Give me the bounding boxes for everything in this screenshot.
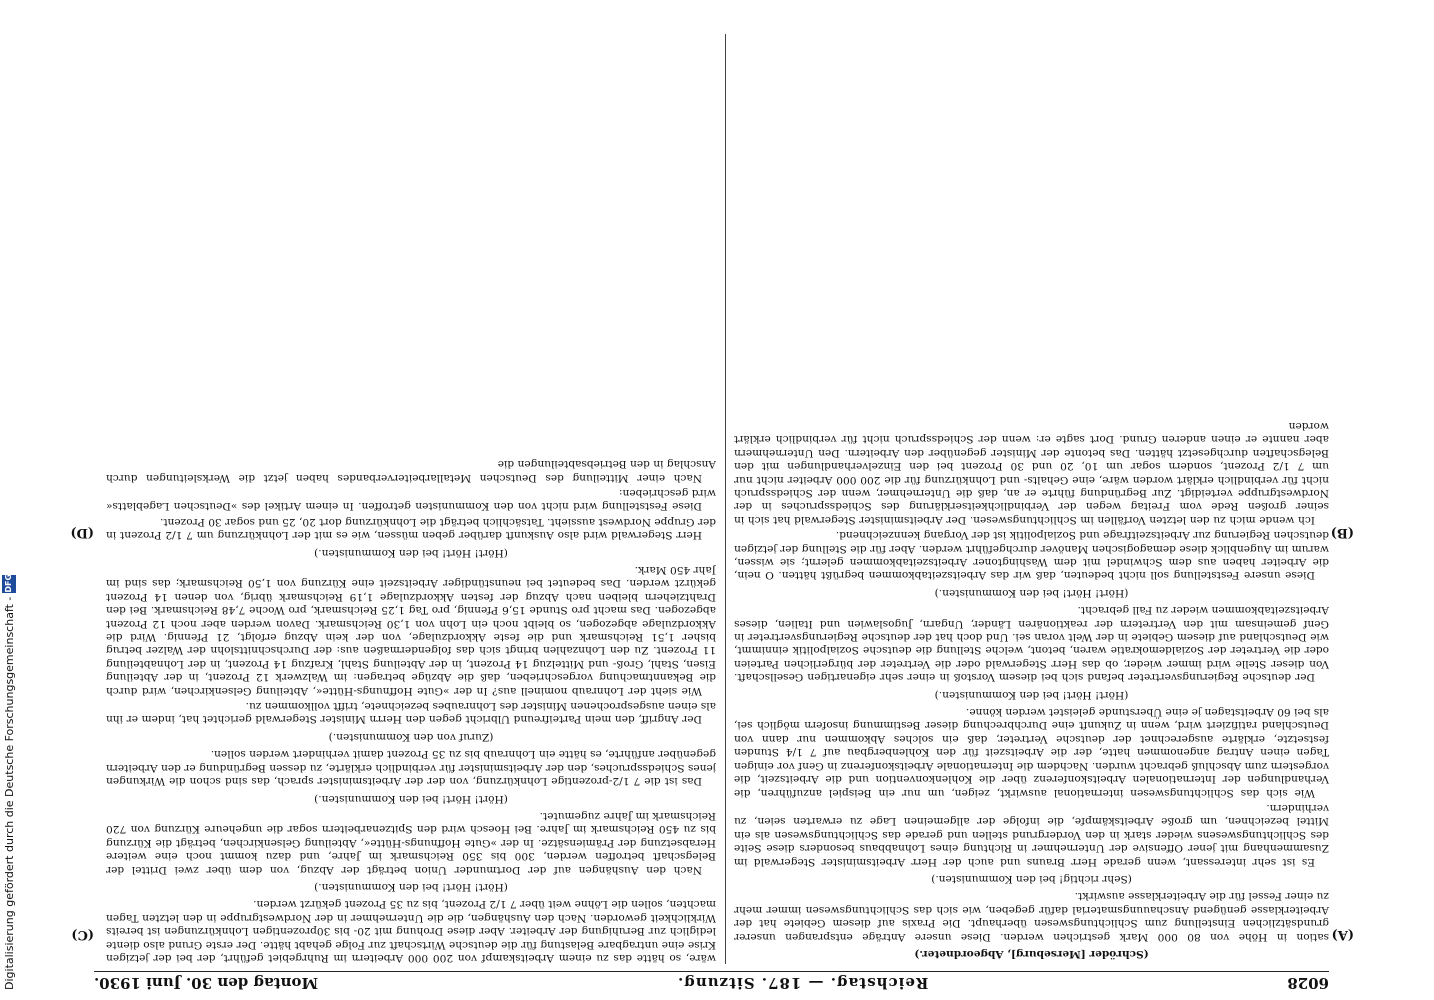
dfg-logo-icon: DFG (2, 575, 16, 593)
margin-marker-b: (B) (1330, 525, 1354, 540)
paragraph: Nach einer Mitteilung des Deutschen Metallarbeiterverbandes haben jetzt die Werksleitungen durch Anschlag in den Betriebsabteilungen die (106, 458, 716, 484)
paragraph: Das ist die 7 1/2-prozentige Lohnkürzung, von der der Arbeitsminister sprach, das sind schon die Wirkungen jenes Schiedsspruches, den der Arbeitsminister für verbindlich erklärte, zu dessen Begründung er den Arbeitern gegenüber anführte, es hätte ein Lohnraub bis zu 35 Prozent damit verhindert werden sollen. (106, 748, 716, 788)
paragraph: Es ist sehr interessant, wenn gerade Herr Brauns und auch der Herr Arbeitsminister Stegerwald im Zusammenhang mit jener Offensive der Unternehmer in Richtung eines Lohnabbaus besonders diese Seite des Schlichtungswesens wieder stark in den Vordergrund stellen und gerade das Schlichtungswesen als ein Mittel bezeichnen, um große Arbeitskämpfe, die infolge der allgemeinen Lage zu erwarten seien, zu verhindern. (734, 801, 1329, 868)
paragraph: Diese Feststellung wird nicht von den Kommunisten getroffen. In einem Artikel des »Deutschen Lageblatts« wird geschrieben: (106, 487, 716, 513)
paragraph: wäre, so hätte das zu einem Arbeitskampf von 200 000 Arbeitern im Ruhrgebiet geführt, der bei der jetzigen Krise eine untragbare Belastung für die deutsche Wirtschaft zur Folge gehabt hätte. Der erste Grund also diente lediglich zur Beruhigung der Arbeiter. Aber diese Drohung mit 20- bis 30prozentigen Lohnkürzungen ist bereits Wirklichkeit geworden. Nach den Aushängen, die die Unternehmer in der Nordwestgruppe in den letzten Tagen machten, sollen die Löhne weit über 7 1/2 Prozent, bis zu 35 Prozent gekürzt werden. (106, 898, 716, 964)
left-text-column (734, 34, 1329, 964)
session-date: Montag den 30. Juni 1930. (94, 974, 319, 992)
column-divider (725, 34, 726, 964)
paragraph: sation in Höhe von 80 000 Mark gestrichen werden. Diese unsere Anträge entsprangen unserer grundsätzlichen Einstellung zum Schlichtungswesen überhaupt. Die Praxis auf diesem Gebiete hat der Arbeiterklasse genügend Anschauungsmaterial dafür gegeben, wie sich das Schlichtungswesen immer mehr zu einer Fessel für die Arbeiterklasse auswirkt. (734, 890, 1329, 943)
interjection: (Hört! Hört! bei den Kommunisten.) (314, 880, 508, 893)
funding-caption-text: Digitalisierung gefördert durch die Deutsche Forschungsgemeinschaft - (2, 596, 16, 990)
paragraph: Diese unsere Feststellung soll nicht bedeuten, daß wir das Arbeitszeitabkommen begrüßt hätten. O nein, die Arbeiter haben aus dem Schwindel mit dem Washingtoner Arbeitszeitabkommen gelernt; sie wissen, warum im Augenblick diese demagogischen Manöver durchgeführt werden. Aber für die Stellung der jetzigen deutschen Regierung zur Arbeitszeitfrage und Sozialpolitik ist der Vorgang kennzeichnend. (734, 529, 1329, 582)
paragraph: Der Angriff, den mein Parteifreund Ulbricht gegen den Herrn Minister Stegerwald gerichtet hat, indem er ihn als einen ausgesprochenen Minister des Lohnraubes bezeichnete, trifft vollkommen zu. (106, 700, 716, 726)
paragraph: Herr Stegerwald wird also Auskunft darüber geben müssen, wie es mit der Lohnkürzung um 7 1/2 Prozent in der Gruppe Nordwest aussieht. Tatsächlich beträgt die Lohnkürzung dort 20, 25 und sogar 30 Prozent. (106, 515, 716, 542)
interjection: (Sehr richtig! bei den Kommunisten.) (931, 872, 1132, 885)
funding-caption (2, 575, 16, 990)
paragraph: Wie sieht der Lohnraub nominell aus? In der »Gute Hoffnungs-Hütte«, Abteilung Gelsenkirchen, wird durch die Bekanntmachung vorgeschrieben, daß die Abzüge betragen: im Walzwerk 12 Prozent, in der Abteilung Eisen, Stahl, Groß- und Mittelzug 14 Prozent, in der Abteilung Stahl, Krafzug 14 Prozent, in der Lohnabteilung 11 Prozent. Zu den Lohnzahlen bringt sich das folgendermaßen aus: der Durchschnittslohn der Walzer betrug bisher 1,51 Reichsmark und die feste Akkordzulage, von der kein Abzug erfolgt, 21 Pfennig. Wird die Akkordzulage abgezogen, so bleibt noch ein Lohn von 1,30 Reichsmark. Davon werden aber noch 12 Prozent abgezogen. Das macht pro Stunde 15,6 Pfennig, pro Tag 1,25 Reichsmark, pro Woche 7,48 Reichsmark. Bei den Drahtziehern bleiben nach Abzug der festen Akkordzulage 1,19 Reichsmark übrig, von denen 14 Prozent gekürzt werden. Das bedeutet bei neunstündiger Arbeitszeit eine Kürzung von 1,50 Reichsmark; das sind im Jahr 450 Mark. (106, 564, 716, 697)
interjection: (Hört! Hört! bei den Kommunisten.) (934, 586, 1129, 599)
paragraph: Nach den Aushängen auf der Dortmunder Union beträgt der Abzug, von dem über zwei Drittel der Belegschaft betroffen werden, 300 bis 350 Reichsmark im Jahre, und dazu kommt noch eine weitere Herabsetzung der Prämiensätze. In der »Gute Hoffnungs-Hütte«, Abteilung Gelsenkirchen, beträgt die Kürzung bis zu 450 Reichsmark im Jahre. Bei Hoesch wird den Spitzenarbeitern sogar die ungeheure Kürzung von 720 Reichsmark im Jahre zugemutet. (106, 809, 716, 876)
page-header (94, 971, 1329, 994)
paragraph: Der deutsche Regierungsvertreter befand sich bei diesem Vorstoß in einer sehr eigenartigen Gesellschaft. Von dieser Stelle wird immer wieder, ob das Herr Stegerwald oder die Vertreter der bürgerlichen Parteien oder die Vertreter der Sozialdemokratie waren, betont, welche Stellung die deutsche Sozialpolitik einnimmt, wie Deutschland auf diesem Gebiete in der Welt voran sei. Und doch hat der deutsche Regierungsvertreter in Genf gemeinsam mit den Vertretern der reaktionären Länder, Ungarn, Jugoslawien und Italien, dieses Arbeitszeitabkommen wieder zu Fall gebracht. (734, 604, 1329, 684)
margin-marker-a: (A) (1331, 927, 1354, 942)
margin-marker-d: (D) (70, 525, 94, 540)
right-text-column (106, 34, 716, 964)
paragraph: Ich wende mich zu den letzten Vorfällen im Schlichtungswesen. Der Arbeitsminister Stegerwald hat sich in seiner großen Rede vom Freitag wegen der Verbindlichkeitserklärung des Schiedsspruches in der Nordwestgruppe verteidigt. Zur Begründung führte er an, daß die Unternehmer, wenn der Schiedsspruch nicht für verbindlich erklärt worden wäre, eine Gehalts- und Lohnkürzung für die 200 000 Arbeiter nicht nur um 7 1/2 Prozent, sondern sogar um 10, 20 und 30 Prozent bei den Einzelverhandlungen mit den Belegschaften durchgesetzt hätten. Das betonte der Minister gegenüber den Arbeitern. Den Unternehmern aber nannte er einen anderen Grund. Dort sagte er: wenn der Schiedsspruch nicht für verbindlich erklärt worden (734, 419, 1329, 526)
interjection: (Hört! Hört! bei den Kommunisten.) (314, 792, 508, 805)
interjection: (Hört! Hört! bei den Kommunisten.) (934, 688, 1129, 701)
interjection: (Zuruf von den Kommunisten.) (328, 730, 494, 743)
paragraph: Wie sich das Schlichtungswesen international auswirkt, zeigen, um nur ein Beispiel anzuführen, die Verhandlungen der Internationalen Arbeitskonferenz über die Kohlenkonvention und die Arbeitszeit, die vorgestern zum Abschluß gebracht wurden. Nachdem die Internationale Arbeitskonferenz in Genf vor einigen Tagen einen Antrag angenommen hatte, der die Arbeitszeit für den Kohlenbergbau auf 7 1/4 Stunden festsetzte, erklärte ausgerechnet der deutsche Vertreter, daß ein solches Abkommen nur dann von Deutschland ratifiziert wird, wenn in Zukunft eine Durchbrechung dieser Bestimmung insofern möglich sei, als bei 60 Arbeitstagen je eine Überstunde geleistet werden könne. (734, 706, 1329, 799)
session-title: Reichstag. — 187. Sitzung. (677, 974, 929, 992)
speaker-line: (Schröder [Merseburg], Abgeordneter.) (914, 948, 1149, 960)
side-caption-strip (0, 0, 22, 1000)
interjection: (Hört! Hört! bei den Kommunisten.) (314, 546, 508, 559)
margin-marker-c: (C) (71, 927, 94, 942)
page-number: 6028 (1287, 974, 1329, 992)
